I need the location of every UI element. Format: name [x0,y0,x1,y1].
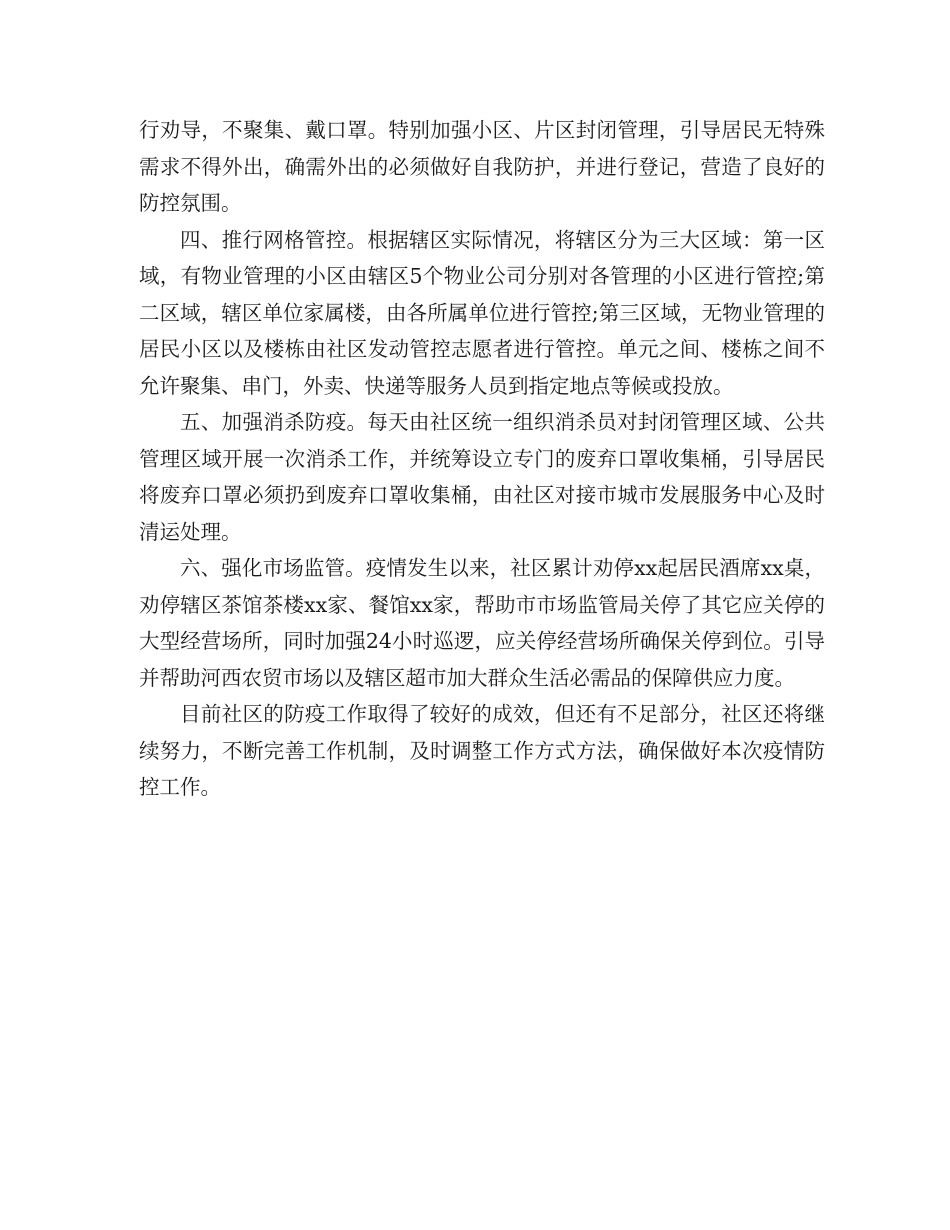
document-body [139,112,825,806]
paragraph-market-supervision: 六、强化市场监管。疫情发生以来，社区累计劝停xx起居民酒席xx桌，劝停辖区茶馆茶楼xx家、餐馆xx家，帮助市市场监管局关停了其它应关停的大型经营场所，同时加强24小时巡逻，应关停经营场所确保关停到位。引导并帮助河西农贸市场以及辖区超市加大群众生活必需品的保障供应力度。 [139,556,825,690]
paragraph-disinfection: 五、加强消杀防疫。每天由社区统一组织消杀员对封闭管理区域、公共管理区域开展一次消杀工作，并统筹设立专门的废弃口罩收集桶，引导居民将废弃口罩必须扔到废弃口罩收集桶，由社区对接市城市发展服务中心及时清运处理。 [139,410,825,544]
paragraph-grid-control: 四、推行网格管控。根据辖区实际情况，将辖区分为三大区域：第一区域，有物业管理的小区由辖区5个物业公司分别对各管理的小区进行管控;第二区域，辖区单位家属楼，由各所属单位进行管控;第三区域，无物业管理的居民小区以及楼栋由社区发动管控志愿者进行管控。单元之间、楼栋之间不允许聚集、串门，外卖、快递等服务人员到指定地点等候或投放。 [139,227,825,398]
paragraph-continuation: 行劝导，不聚集、戴口罩。特别加强小区、片区封闭管理，引导居民无特殊需求不得外出，确需外出的必须做好自我防护，并进行登记，营造了良好的防控氛围。 [139,118,825,215]
paragraph-conclusion: 目前社区的防疫工作取得了较好的成效，但还有不足部分，社区还将继续努力，不断完善工作机制，及时调整工作方式方法，确保做好本次疫情防控工作。 [139,702,825,799]
